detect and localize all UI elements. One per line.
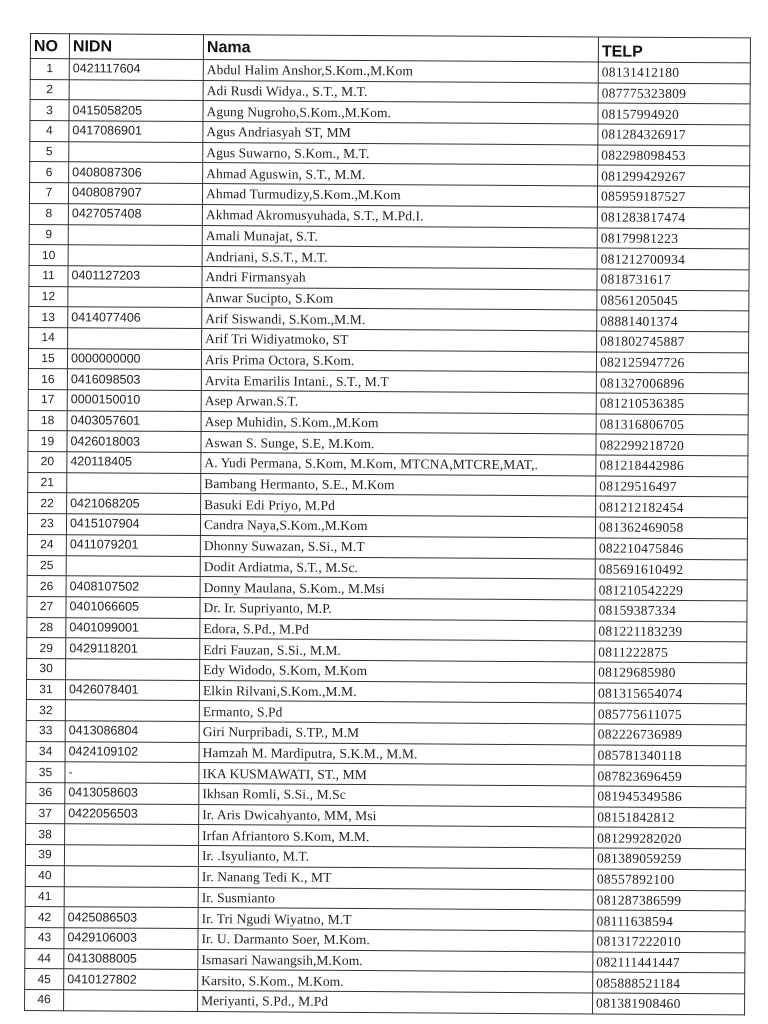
nidn-cell <box>68 224 202 246</box>
row-number: 9 <box>29 224 68 245</box>
nidn-cell <box>69 79 203 101</box>
name-cell: Ir. Aris Dwicahyanto, MM, Msi <box>199 804 594 827</box>
phone-cell: 082125947726 <box>596 352 748 374</box>
nidn-cell: 0416098503 <box>67 369 201 391</box>
nidn-cell <box>66 555 200 577</box>
nidn-cell <box>67 472 201 494</box>
row-number: 26 <box>27 576 66 597</box>
row-number: 35 <box>26 762 65 783</box>
header-nidn: NIDN <box>69 34 203 60</box>
phone-cell: 08557892100 <box>593 869 745 891</box>
phone-cell: 085775611075 <box>594 703 746 725</box>
nidn-cell: 0413088005 <box>64 948 198 970</box>
name-cell: Amali Munajat, S.T. <box>202 225 597 248</box>
row-number: 45 <box>25 969 64 990</box>
row-number: 38 <box>26 824 65 845</box>
name-cell: Donny Maulana, S.Kom., M.Msi <box>200 577 595 600</box>
row-number: 5 <box>30 141 69 162</box>
row-number: 42 <box>25 907 64 928</box>
name-cell: Arvita Emarilis Intani., S.T., M.T <box>201 370 596 393</box>
row-number: 6 <box>30 162 69 183</box>
row-number: 29 <box>27 638 66 659</box>
name-cell: Ahmad Turmudizy,S.Kom.,M.Kom <box>202 184 597 207</box>
row-number: 10 <box>29 245 68 266</box>
phone-cell: 08179981223 <box>597 227 749 249</box>
name-cell: Ir. Nanang Tedi K., MT <box>198 866 593 889</box>
phone-cell: 082299218720 <box>596 434 748 456</box>
row-number: 20 <box>28 452 67 473</box>
row-number: 36 <box>26 783 65 804</box>
name-cell: Arif Siswandi, S.Kom.,M.M. <box>202 308 597 331</box>
phone-cell: 08561205045 <box>597 290 749 312</box>
nidn-cell: 0421117604 <box>69 59 203 81</box>
row-number: 46 <box>25 989 64 1010</box>
phone-cell: 081212700934 <box>597 248 749 270</box>
document-sheet <box>24 33 750 1015</box>
nidn-cell <box>68 245 202 267</box>
name-cell: Karsito, S.Kom., M.Kom. <box>198 970 593 993</box>
name-cell: Ahmad Aguswin, S.T., M.M. <box>203 163 598 186</box>
name-cell: Ir. .Isyulianto, M.T. <box>198 846 593 869</box>
nidn-cell <box>64 990 198 1012</box>
nidn-cell: 0401127203 <box>68 266 202 288</box>
name-cell: Agus Andriasyah ST, MM <box>203 122 598 145</box>
phone-cell: 081299429267 <box>598 165 750 187</box>
phone-cell: 081287386599 <box>593 889 745 911</box>
phone-cell: 081317222010 <box>593 931 745 953</box>
phone-cell: 082298098453 <box>598 145 750 167</box>
table-body <box>25 59 751 1015</box>
nidn-cell <box>69 141 203 163</box>
phone-cell: 081362469058 <box>595 517 747 539</box>
phone-cell: 081327006896 <box>596 372 748 394</box>
row-number: 1 <box>30 59 69 80</box>
phone-cell: 085781340118 <box>594 745 746 767</box>
phone-cell: 08131412180 <box>598 62 750 84</box>
name-cell: Anwar Sucipto, S.Kom <box>202 287 597 310</box>
name-cell: Candra Naya,S.Kom.,M.Kom <box>200 515 595 538</box>
phone-cell: 0818731617 <box>597 269 749 291</box>
name-cell: Akhmad Akromusyuhada, S.T., M.Pd.I. <box>202 204 597 227</box>
row-number: 18 <box>28 410 67 431</box>
nidn-cell: 0429118201 <box>66 638 200 660</box>
row-number: 11 <box>29 265 68 286</box>
name-cell: Basuki Edi Priyo, M.Pd <box>201 494 596 517</box>
nidn-cell: 0417086901 <box>69 121 203 143</box>
phone-cell: 082210475846 <box>595 538 747 560</box>
name-cell: Dr. Ir. Supriyanto, M.P. <box>200 597 595 620</box>
row-number: 39 <box>25 845 64 866</box>
nidn-cell: 0411079201 <box>66 535 200 557</box>
name-cell: Edora, S.Pd., M.Pd <box>200 618 595 641</box>
nidn-cell: 0413086804 <box>65 721 199 743</box>
phone-cell: 081210542229 <box>595 579 747 601</box>
phone-cell: 08881401374 <box>597 310 749 332</box>
nidn-cell: 420118405 <box>67 452 201 474</box>
phone-cell: 081218442986 <box>596 455 748 477</box>
nidn-cell: 0425086503 <box>64 907 198 929</box>
phone-cell: 087775323809 <box>598 83 750 105</box>
nidn-cell <box>68 286 202 308</box>
phone-cell: 0811222875 <box>595 641 747 663</box>
name-cell: Ir. Tri Ngudi Wiyatno, M.T <box>198 908 593 931</box>
nidn-cell: 0408107502 <box>66 576 200 598</box>
name-cell: Ermanto, S.Pd <box>199 701 594 724</box>
row-number: 32 <box>26 700 65 721</box>
nidn-cell: 0403057601 <box>67 410 201 432</box>
name-cell: Aris Prima Octora, S.Kom. <box>201 349 596 372</box>
row-number: 41 <box>25 886 64 907</box>
header-nama: Nama <box>203 35 598 62</box>
row-number: 34 <box>26 741 65 762</box>
name-cell: Dodit Ardiatma, S.T., M.Sc. <box>200 556 595 579</box>
nidn-cell: 0000150010 <box>67 390 201 412</box>
row-number: 30 <box>27 658 66 679</box>
row-number: 22 <box>28 493 67 514</box>
row-number: 7 <box>29 183 68 204</box>
nidn-cell: 0415107904 <box>66 514 200 536</box>
name-cell: Edri Fauzan, S.Si., M.M. <box>200 639 595 662</box>
phone-cell: 081283817474 <box>597 207 749 229</box>
row-number: 27 <box>27 596 66 617</box>
nidn-cell <box>66 659 200 681</box>
name-cell: Ismasari Nawangsih,M.Kom. <box>198 949 593 972</box>
name-cell: Agus Suwarno, S.Kom., M.T. <box>203 142 598 165</box>
name-cell: Bambang Hermanto, S.E., M.Kom <box>201 473 596 496</box>
row-number: 13 <box>29 307 68 328</box>
nidn-cell: 0429106003 <box>64 928 198 950</box>
phone-cell: 081284326917 <box>598 124 750 146</box>
phone-cell: 081381908460 <box>593 993 745 1015</box>
phone-cell: 08159387334 <box>595 600 747 622</box>
name-cell: Irfan Afriantoro S.Kom, M.M. <box>199 825 594 848</box>
phone-cell: 081221183239 <box>595 621 747 643</box>
row-number: 37 <box>26 803 65 824</box>
name-cell: A. Yudi Permana, S.Kom, M.Kom, MTCNA,MTCRE,MAT,. <box>201 453 596 476</box>
row-number: 4 <box>30 121 69 142</box>
phone-cell: 082111441447 <box>593 952 745 974</box>
row-number: 24 <box>27 534 66 555</box>
name-cell: Ir. Susmianto <box>198 887 593 910</box>
name-cell: Andriani, S.S.T., M.T. <box>202 246 597 269</box>
phone-cell: 085888521184 <box>593 972 745 994</box>
nidn-cell: 0426018003 <box>67 431 201 453</box>
name-cell: Elkin Rilvani,S.Kom.,M.M. <box>199 680 594 703</box>
row-number: 19 <box>28 431 67 452</box>
phone-cell: 081389059259 <box>593 848 745 870</box>
phone-cell: 087823696459 <box>594 765 746 787</box>
row-number: 43 <box>25 927 64 948</box>
row-number: 40 <box>25 865 64 886</box>
name-cell: Hamzah M. Mardiputra, S.K.M., M.M. <box>199 742 594 765</box>
phone-cell: 082226736989 <box>594 724 746 746</box>
nidn-cell <box>65 700 199 722</box>
nidn-cell: 0413058603 <box>65 783 199 805</box>
nidn-cell: 0408087907 <box>68 183 202 205</box>
nidn-cell: 0424109102 <box>65 741 199 763</box>
nidn-cell: 0401066605 <box>66 597 200 619</box>
name-cell: Meriyanti, S.Pd., M.Pd <box>198 990 593 1013</box>
row-number: 14 <box>29 327 68 348</box>
phone-cell: 081212182454 <box>596 496 748 518</box>
phone-cell: 08129516497 <box>596 476 748 498</box>
name-cell: Asep Arwan.S.T. <box>201 391 596 414</box>
phone-cell: 08151842812 <box>594 807 746 829</box>
phone-cell: 081802745887 <box>597 331 749 353</box>
row-number: 31 <box>26 679 65 700</box>
name-cell: Ikhsan Romli, S.Si., M.Sc <box>199 784 594 807</box>
row-number: 16 <box>28 369 67 390</box>
table-row <box>25 989 745 1014</box>
header-telp: TELP <box>598 37 750 63</box>
row-number: 28 <box>27 617 66 638</box>
row-number: 15 <box>28 348 67 369</box>
name-cell: IKA KUSMAWATI, ST., MM <box>199 763 594 786</box>
row-number: 33 <box>26 720 65 741</box>
name-cell: Edy Widodo, S.Kom, M.Kom <box>200 659 595 682</box>
nidn-cell: 0408087306 <box>69 162 203 184</box>
row-number: 17 <box>28 389 67 410</box>
header-no: NO <box>30 34 69 59</box>
name-cell: Giri Nurpribadi, S.TP., M.M <box>199 722 594 745</box>
phone-cell: 085691610492 <box>595 558 747 580</box>
name-cell: Asep Muhidin, S.Kom.,M.Kom <box>201 411 596 434</box>
name-cell: Ir. U. Darmanto Soer, M.Kom. <box>198 928 593 951</box>
nidn-cell: 0422056503 <box>65 803 199 825</box>
nidn-cell: 0427057408 <box>68 204 202 226</box>
nidn-cell: 0421068205 <box>67 493 201 515</box>
nidn-cell <box>64 886 198 908</box>
nidn-cell: 0415058205 <box>69 100 203 122</box>
nidn-cell <box>64 845 198 867</box>
nidn-cell: 0414077406 <box>68 307 202 329</box>
phone-cell: 085959187527 <box>597 186 749 208</box>
phone-cell: 081316806705 <box>596 414 748 436</box>
nidn-cell: 0426078401 <box>65 679 199 701</box>
phone-cell: 081945349586 <box>594 786 746 808</box>
nidn-cell: 0000000000 <box>67 348 201 370</box>
nidn-cell <box>64 866 198 888</box>
name-cell: Adi Rusdi Widya., S.T., M.T. <box>203 80 598 103</box>
phone-cell: 081299282020 <box>594 827 746 849</box>
row-number: 2 <box>30 79 69 100</box>
nidn-cell: - <box>65 762 199 784</box>
name-cell: Dhonny Suwazan, S.Si., M.T <box>200 535 595 558</box>
row-number: 12 <box>29 286 68 307</box>
phone-cell: 081210536385 <box>596 393 748 415</box>
nidn-cell: 0410127802 <box>64 969 198 991</box>
phone-cell: 081315654074 <box>594 683 746 705</box>
row-number: 23 <box>27 514 66 535</box>
phone-cell: 08111638594 <box>593 910 745 932</box>
row-number: 25 <box>27 555 66 576</box>
nidn-cell <box>68 328 202 350</box>
row-number: 3 <box>30 100 69 121</box>
name-cell: Aswan S. Sunge, S.E, M.Kom. <box>201 432 596 455</box>
row-number: 44 <box>25 948 64 969</box>
name-cell: Abdul Halim Anshor,S.Kom.,M.Kom <box>203 60 598 83</box>
row-number: 8 <box>29 203 68 224</box>
name-cell: Agung Nugroho,S.Kom.,M.Kom. <box>203 101 598 124</box>
nidn-cell: 0401099001 <box>66 617 200 639</box>
name-cell: Andri Firmansyah <box>202 266 597 289</box>
lecturer-table <box>24 33 751 1015</box>
row-number: 21 <box>28 472 67 493</box>
name-cell: Arif Tri Widiyatmoko, ST <box>202 328 597 351</box>
phone-cell: 08157994920 <box>598 103 750 125</box>
phone-cell: 08129685980 <box>595 662 747 684</box>
nidn-cell <box>65 824 199 846</box>
